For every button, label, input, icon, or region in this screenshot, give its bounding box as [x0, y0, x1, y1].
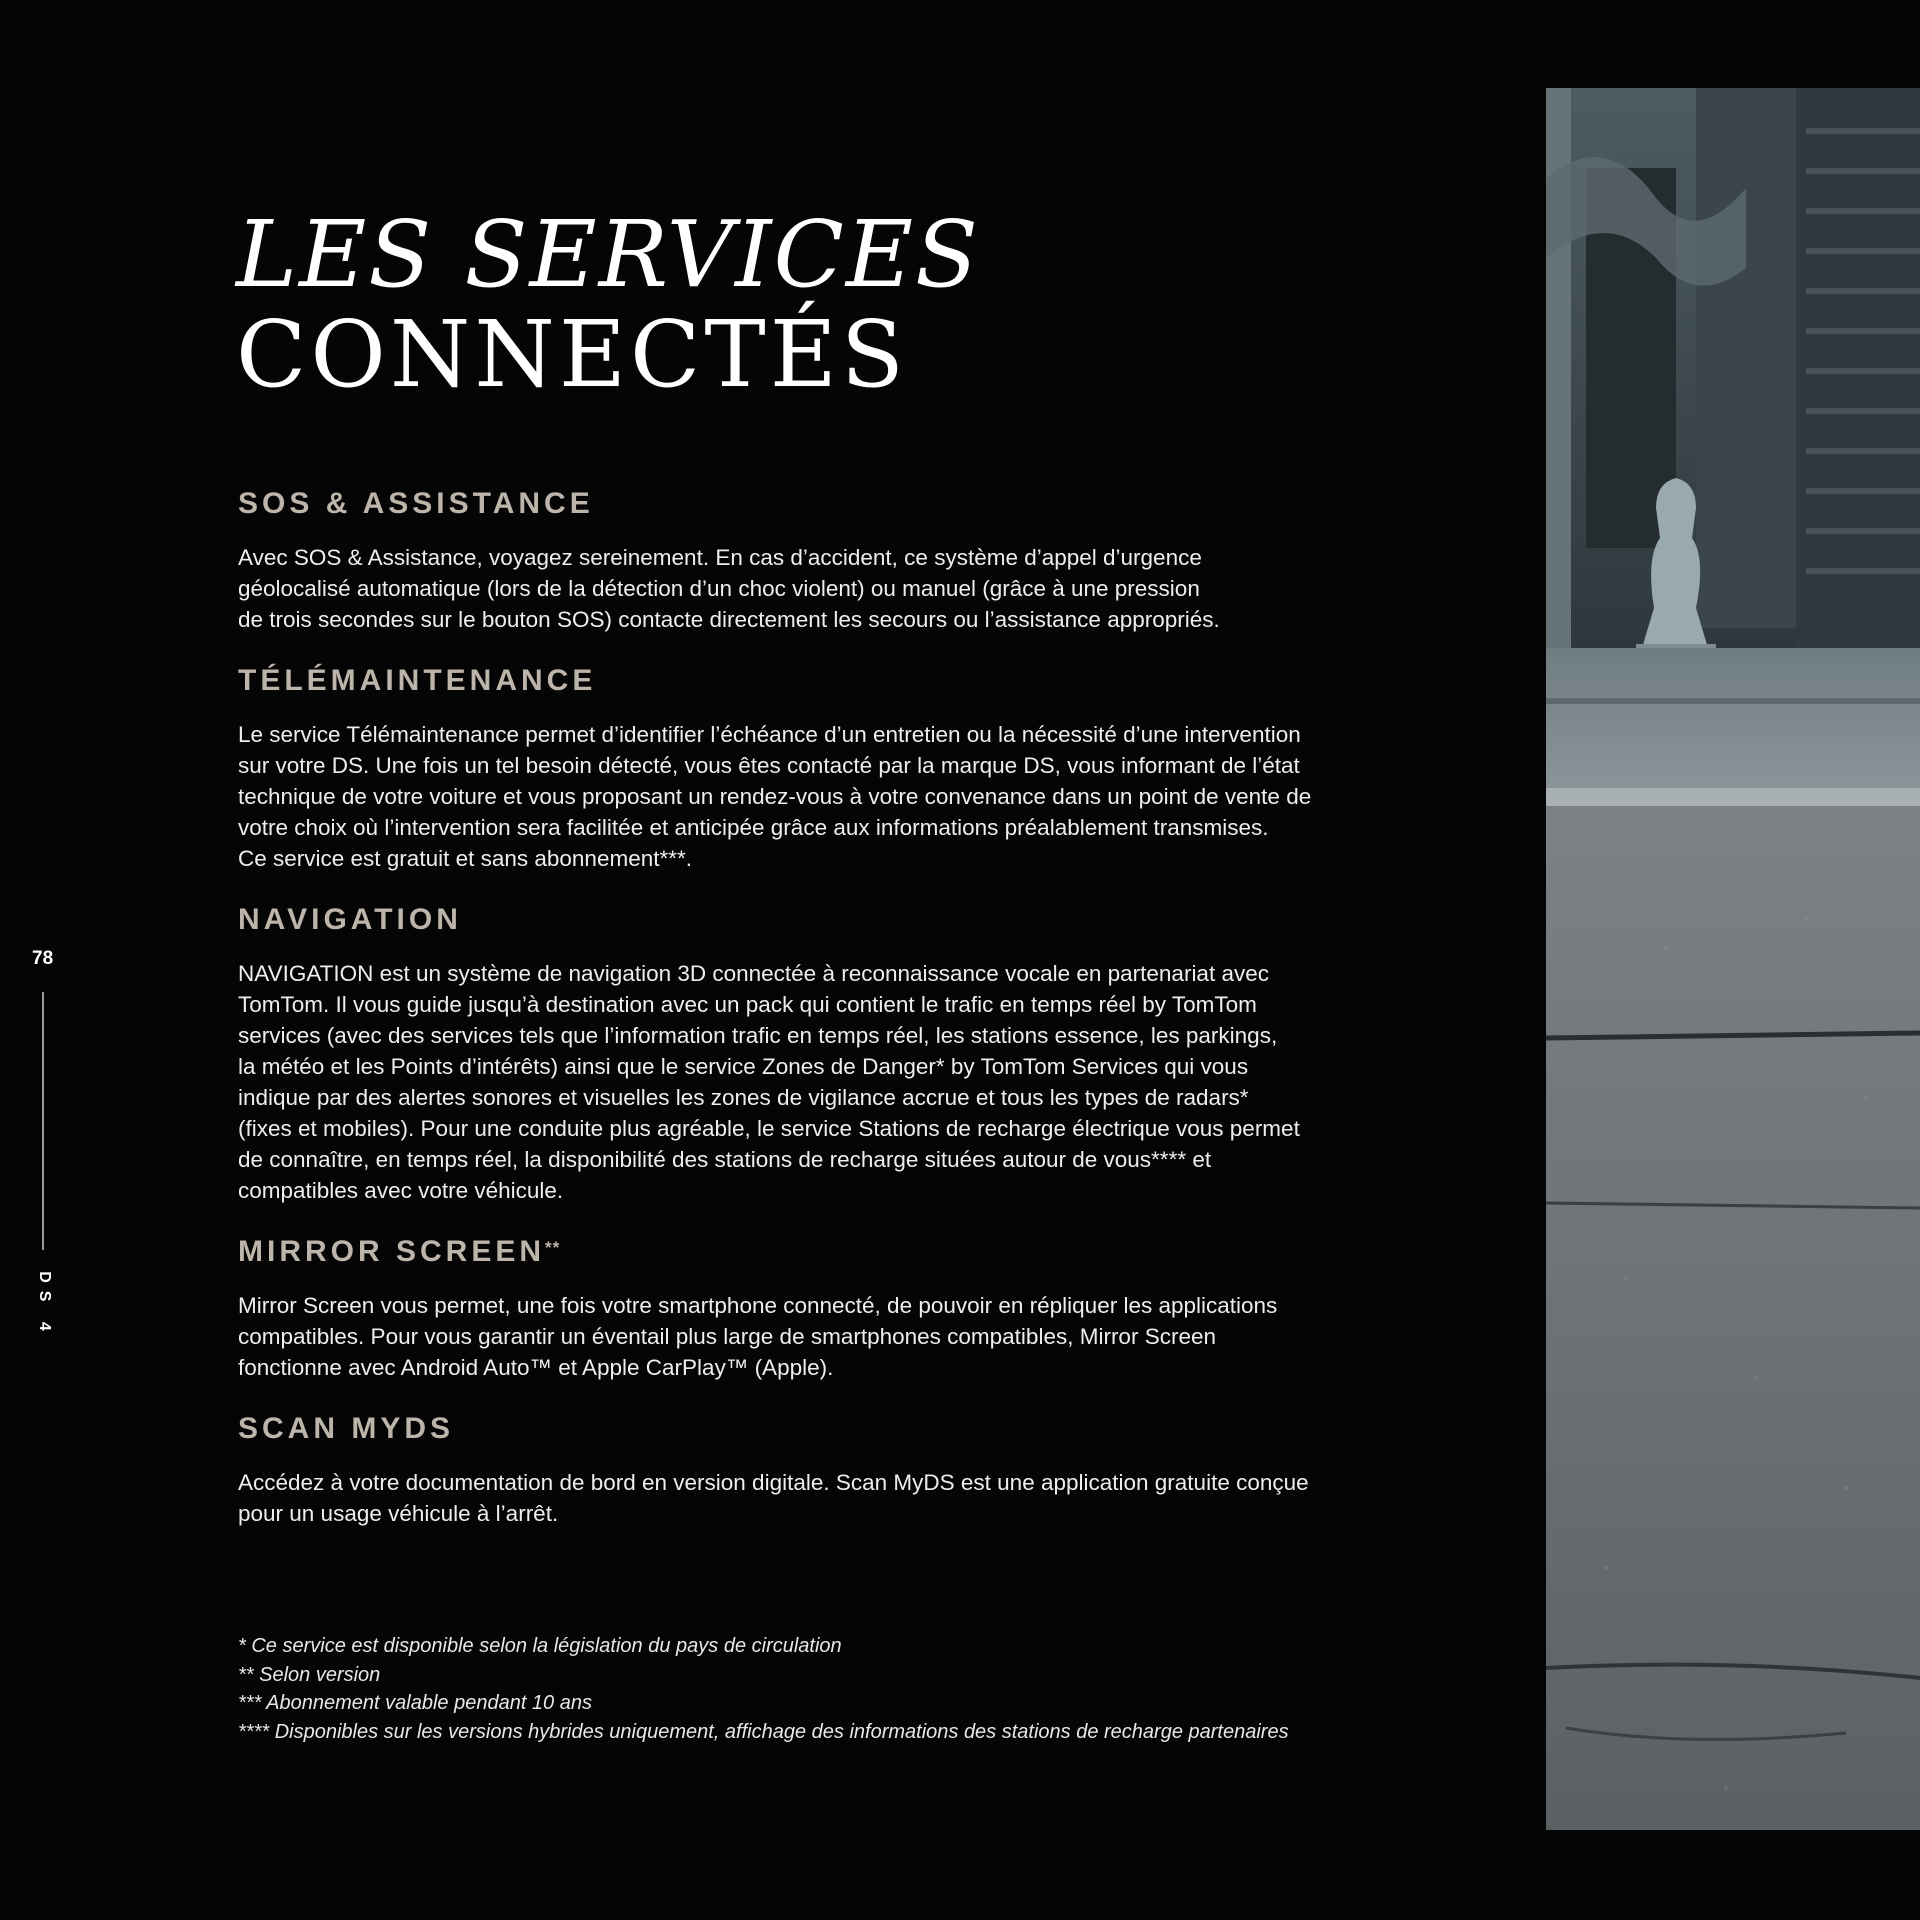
section-heading-footnote-mark: ** — [545, 1238, 561, 1257]
section-body: Mirror Screen vous permet, une fois votre smartphone connecté, de pouvoir en répliquer les applications compatibles. Pour vous garantir un éventail plus large de smartphones compatibles, Mirror Screen fonctionne avec Android Auto™ et Apple CarPlay™ (Apple). — [238, 1293, 1278, 1380]
title-line-2: CONNECTÉS — [236, 301, 908, 408]
services-content — [238, 484, 1438, 1555]
section-body: Avec SOS & Assistance, voyagez sereinement. En cas d’accident, ce système d’appel d’urgence géolocalisé automatique (lors de la détection d’un choc violent) ou manuel (grâce à une pression de trois secondes sur le bouton SOS) contacte directement les secours ou l’assistance appropriés. — [238, 545, 1220, 632]
section-heading: NAVIGATION — [238, 903, 462, 936]
street-photo — [1546, 88, 1920, 1830]
section-telemaintenance — [238, 661, 1438, 874]
page-title — [236, 201, 981, 408]
footnote: **** Disponibles sur les versions hybrides uniquement, affichage des informations des stations de recharge partenaires — [238, 1720, 1289, 1743]
model-label: DS 4 — [36, 1271, 53, 1339]
footnote: ** Selon version — [238, 1663, 381, 1686]
section-heading: SOS & ASSISTANCE — [238, 487, 594, 520]
section-sos-assistance — [238, 484, 1438, 635]
title-line-1: LES SERVICES — [236, 201, 981, 308]
page-number: 78 — [32, 948, 54, 969]
section-navigation — [238, 900, 1438, 1206]
section-heading-text: MIRROR SCREEN — [238, 1235, 546, 1268]
section-heading: SCAN MYDS — [238, 1412, 455, 1445]
section-body: NAVIGATION est un système de navigation 3D connectée à reconnaissance vocale en partenariat avec TomTom. Il vous guide jusqu’à destination avec un pack qui contient le trafic en temps réel by TomTom services (avec des services tels que l’information trafic en temps réel, les stations essence, les parkings, la météo et les Points d’intérêts) ainsi que le service Zones de Danger* by TomTom Services qui vous indique par des alertes sonores et visuelles les zones de vigilance accrue et tous les types de radars* (fixes et mobiles). Pour une conduite plus agréable, le service Stations de recharge électrique vous permet de connaître, en temps réel, la disponibilité des stations de recharge situées autour de vous**** et compatibles avec votre véhicule. — [238, 961, 1300, 1203]
section-body: Accédez à votre documentation de bord en version digitale. Scan MyDS est une application gratuite conçue pour un usage véhicule à l’arrêt. — [238, 1470, 1309, 1526]
section-mirror-screen — [238, 1232, 1438, 1383]
footnotes — [238, 1632, 1488, 1746]
section-heading — [238, 1232, 1438, 1272]
footnote: * Ce service est disponible selon la législation du pays de circulation — [238, 1635, 842, 1657]
section-body: Le service Télémaintenance permet d’identifier l’échéance d’un entretien ou la nécessité d’une intervention sur votre DS. Une fois un tel besoin détecté, vous êtes contacté par la marque DS, vous informant de l’état technique de votre voiture et vous proposant un rendez-vous à votre convenance dans un point de vente de votre choix où l’intervention sera facilitée et anticipée grâce aux informations préalablement transmises. Ce service est gratuit et sans abonnement***. — [238, 722, 1312, 871]
section-heading: TÉLÉMAINTENANCE — [238, 664, 597, 697]
section-scan-myds — [238, 1409, 1438, 1529]
side-divider — [42, 992, 44, 1250]
footnote: *** Abonnement valable pendant 10 ans — [238, 1692, 592, 1714]
